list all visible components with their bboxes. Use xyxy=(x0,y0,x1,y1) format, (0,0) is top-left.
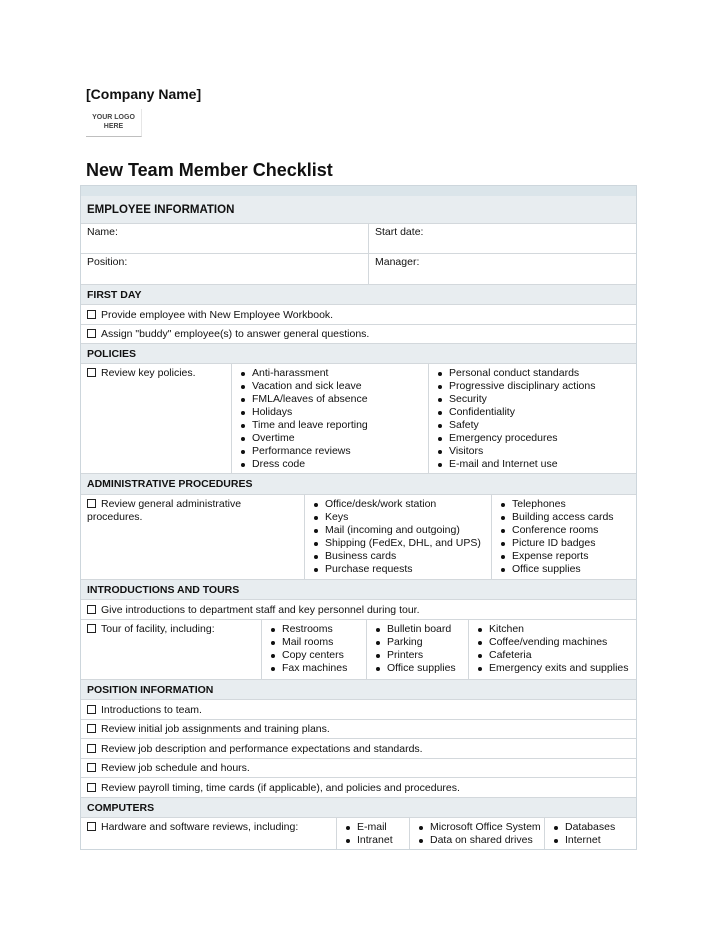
list-item: Kitchen xyxy=(475,623,630,636)
section-title: COMPUTERS xyxy=(87,801,155,814)
list-item: Business cards xyxy=(311,550,485,563)
tour-row xyxy=(81,619,636,679)
item-text: Give introductions to department staff and key personnel during tour. xyxy=(101,603,420,616)
list-item: Time and leave reporting xyxy=(238,419,422,432)
list-item xyxy=(81,758,636,777)
list-item: Telephones xyxy=(498,498,630,511)
list-item: Vacation and sick leave xyxy=(238,380,422,393)
checkbox[interactable] xyxy=(87,605,96,614)
checkbox[interactable] xyxy=(87,705,96,714)
list-item: Office supplies xyxy=(373,662,462,675)
list-item: Microsoft Office System xyxy=(416,821,538,834)
section-title: EMPLOYEE INFORMATION xyxy=(87,203,235,216)
list-item: Security xyxy=(435,393,630,406)
list-item: Holidays xyxy=(238,406,422,419)
section-title: POSITION INFORMATION xyxy=(87,683,214,696)
list-item: Picture ID badges xyxy=(498,537,630,550)
section-header-computers xyxy=(81,797,636,817)
checklist-item[interactable] xyxy=(81,721,336,737)
item-text: Review key policies. xyxy=(101,367,196,379)
policies-row xyxy=(81,363,636,473)
checklist-item[interactable] xyxy=(81,495,304,579)
item-text: Provide employee with New Employee Workbook. xyxy=(101,308,334,321)
list-item: Office supplies xyxy=(498,563,630,576)
checklist-item[interactable] xyxy=(81,702,208,718)
section-header-admin xyxy=(81,473,636,494)
tour-list-3 xyxy=(468,620,636,679)
list-item: Intranet xyxy=(343,834,403,847)
section-header-first-day xyxy=(81,284,636,304)
checkbox[interactable] xyxy=(87,822,96,831)
checklist-item[interactable] xyxy=(81,818,336,849)
position-label: Position: xyxy=(87,256,128,268)
list-item: Keys xyxy=(311,511,485,524)
name-field[interactable] xyxy=(81,224,368,253)
list-item: Mail rooms xyxy=(268,636,360,649)
list-item xyxy=(81,599,636,619)
section-title: ADMINISTRATIVE PROCEDURES xyxy=(87,478,253,490)
list-item: E-mail and Internet use xyxy=(435,458,630,471)
list-item: Performance reviews xyxy=(238,445,422,458)
list-item: Building access cards xyxy=(498,511,630,524)
list-item xyxy=(81,324,636,343)
checklist-table xyxy=(80,185,637,850)
name-row xyxy=(81,223,636,253)
item-text: Introductions to team. xyxy=(101,703,202,716)
list-item: Dress code xyxy=(238,458,422,471)
checkbox[interactable] xyxy=(87,329,96,338)
list-item xyxy=(81,777,636,797)
checkbox[interactable] xyxy=(87,744,96,753)
list-item: Databases xyxy=(551,821,630,834)
list-item: Progressive disciplinary actions xyxy=(435,380,630,393)
list-item: Emergency procedures xyxy=(435,432,630,445)
section-header-intros xyxy=(81,579,636,599)
manager-label: Manager: xyxy=(375,256,420,268)
list-item: Parking xyxy=(373,636,462,649)
start-date-label: Start date: xyxy=(375,226,424,238)
list-item: Coffee/vending machines xyxy=(475,636,630,649)
section-title: POLICIES xyxy=(87,347,137,360)
task-line xyxy=(87,498,298,511)
policies-list-1 xyxy=(231,364,428,473)
checklist-item[interactable] xyxy=(81,620,261,679)
list-item: Safety xyxy=(435,419,630,432)
section-title: FIRST DAY xyxy=(87,288,142,301)
tour-list-1 xyxy=(261,620,366,679)
computers-list-3 xyxy=(544,818,636,849)
section-header-employee-info xyxy=(81,186,636,223)
list-item: Cafeteria xyxy=(475,649,630,662)
checkbox[interactable] xyxy=(87,310,96,319)
list-item: Conference rooms xyxy=(498,524,630,537)
checkbox[interactable] xyxy=(87,783,96,792)
computers-list-2 xyxy=(409,818,544,849)
name-label: Name: xyxy=(87,226,118,238)
item-text: Review payroll timing, time cards (if applicable), and policies and procedures. xyxy=(101,781,460,794)
checkbox[interactable] xyxy=(87,368,96,377)
list-item: FMLA/leaves of absence xyxy=(238,393,422,406)
list-item: Overtime xyxy=(238,432,422,445)
logo-placeholder: YOUR LOGO HERE xyxy=(86,109,142,137)
item-text: Review job description and performance expectations and standards. xyxy=(101,742,423,755)
list-item: Confidentiality xyxy=(435,406,630,419)
checklist-item[interactable] xyxy=(81,741,429,757)
list-item: Shipping (FedEx, DHL, and UPS) xyxy=(311,537,485,550)
list-item: Internet xyxy=(551,834,630,847)
item-text: Review job schedule and hours. xyxy=(101,762,250,774)
item-text: Hardware and software reviews, including: xyxy=(101,821,299,833)
list-item: Data on shared drives xyxy=(416,834,538,847)
section-header-policies xyxy=(81,343,636,363)
list-item: Printers xyxy=(373,649,462,662)
list-item: Visitors xyxy=(435,445,630,458)
list-item xyxy=(81,719,636,738)
admin-row xyxy=(81,494,636,579)
item-text: Assign "buddy" employee(s) to answer general questions. xyxy=(101,328,370,340)
admin-list-2 xyxy=(491,495,636,579)
list-item: Copy centers xyxy=(268,649,360,662)
position-row xyxy=(81,253,636,284)
list-item: Expense reports xyxy=(498,550,630,563)
checklist-item[interactable] xyxy=(81,780,466,796)
list-item: Bulletin board xyxy=(373,623,462,636)
checkbox[interactable] xyxy=(87,499,96,508)
checklist-item[interactable] xyxy=(81,364,231,473)
item-text: Tour of facility, including: xyxy=(101,623,215,635)
section-title: INTRODUCTIONS AND TOURS xyxy=(87,583,240,596)
list-item xyxy=(81,304,636,324)
list-item: Anti-harassment xyxy=(238,367,422,380)
checklist-item[interactable] xyxy=(81,602,426,618)
list-item: Emergency exits and supplies xyxy=(475,662,630,675)
checklist-item[interactable] xyxy=(81,760,256,776)
manager-field[interactable] xyxy=(368,254,636,284)
computers-row xyxy=(81,817,636,849)
list-item: E-mail xyxy=(343,821,403,834)
list-item: Personal conduct standards xyxy=(435,367,630,380)
item-text: Review initial job assignments and training plans. xyxy=(101,723,330,735)
list-item: Mail (incoming and outgoing) xyxy=(311,524,485,537)
list-item xyxy=(81,738,636,758)
checklist-item[interactable] xyxy=(81,307,339,323)
checkbox[interactable] xyxy=(87,724,96,733)
list-item xyxy=(81,699,636,719)
item-text: Review general administrative xyxy=(101,498,242,510)
page-title: New Team Member Checklist xyxy=(86,160,333,180)
checkbox[interactable] xyxy=(87,763,96,772)
list-item: Office/desk/work station xyxy=(311,498,485,511)
company-name: [Company Name] xyxy=(86,86,202,102)
list-item: Purchase requests xyxy=(311,563,485,576)
start-date-field[interactable] xyxy=(368,224,636,253)
admin-list-1 xyxy=(304,495,491,579)
position-field[interactable] xyxy=(81,254,368,284)
computers-list-1 xyxy=(336,818,409,849)
checklist-item[interactable] xyxy=(81,326,375,342)
section-header-position xyxy=(81,679,636,699)
list-item: Restrooms xyxy=(268,623,360,636)
policies-list-2 xyxy=(428,364,636,473)
tour-list-2 xyxy=(366,620,468,679)
checkbox[interactable] xyxy=(87,624,96,633)
task-line: procedures. xyxy=(87,511,143,523)
list-item: Fax machines xyxy=(268,662,360,675)
